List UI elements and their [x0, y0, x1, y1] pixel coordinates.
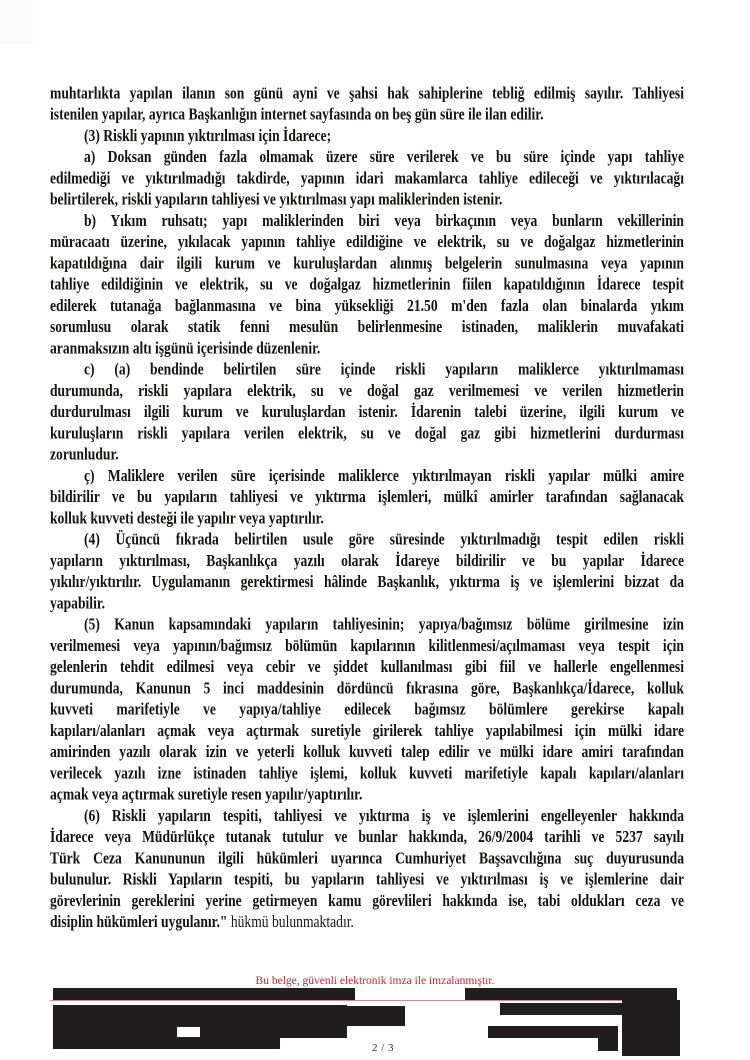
esign-notice: Bu belge, güvenli elektronik imza ile imzalanmıştır.	[255, 975, 495, 987]
redaction-bar	[347, 1006, 405, 1026]
redaction-bar	[488, 1026, 618, 1038]
redaction-gap	[177, 1027, 200, 1037]
text-line: tahliye edildiğinin ve elektrik, su ve doğalgaz hizmetlerinin fiilen kapatıldığının İdarece tespit	[50, 274, 684, 294]
text-line: (5) Kanun kapsamındaki yapıların tahliyesinin; yapıya/bağımsız bölüme girilmesine izin	[84, 614, 684, 634]
text-line: durumunda, Kanunun 5 inci maddesinin dördüncü fıkrasına göre, Başkanlıkça/İdarece, kolluk	[50, 678, 684, 697]
text-line: edilerek tutanağa bağlanmasına ve bina yüksekliği 21.50 m'den fazla olan binalarda yıkım	[50, 295, 684, 315]
text-line: yıkılır/yıktırılır. Uygulamanın gerektirmesi hâlinde Başkanlık, yıktırma iş ve işlemlerini bizzat da	[50, 572, 684, 591]
text-line: ç) Maliklere verilen süre içerisinde maliklerce yıktırılmayan riskli yapılar mülki amire	[84, 465, 684, 485]
redaction-bar	[53, 1005, 347, 1038]
text-line: verilmemesi veya yapının/bağımsız bölümün kapılarının kilitlenmesi/açılmaması veya tespit için	[50, 635, 684, 655]
text-line: c) (a) bendinde belirtilen süre içinde riskli yapıların maliklerce yıktırılmaması	[84, 359, 684, 379]
text-line: durdurulması ilgili kurum ve kuruluşlardan istenir. İdarenin talebi üzerine, ilgili kurum ve	[50, 402, 684, 421]
text-line: belirtilerek, riskli yapıların tahliyesi ve yıktırılması yapı maliklerinden istenir.	[50, 189, 503, 209]
text-line: edilmediği ve yıktırılmadığı takdirde, yapının idari makamlarca tahliye edileceği ve yıktırılacağı	[50, 168, 684, 187]
text-line: amirinden yazılı olarak izin ve yeterli kolluk kuvveti talep edilir ve mülki idare amiri tarafından	[50, 742, 684, 761]
text-line: b) Yıkım ruhsatı; yapı maliklerinden biri veya birkaçının veya bunların vekillerinin	[84, 210, 684, 230]
text-line: yapıların yıktırılması, Başkanlıkça yazılı olarak İdareye bildirilir ve bu yapılar İdarece	[50, 550, 684, 570]
signature-divider-line	[50, 1000, 622, 1001]
scan-corner-artifact	[0, 0, 33, 45]
text-line: (3) Riskli yapının yıktırılması için İdarece;	[84, 125, 332, 145]
redaction-bar	[53, 988, 355, 1000]
redaction-bar	[465, 988, 677, 1000]
text-line: gelenlerin tehdit edilmesi veya cebir ve şiddet kullanılması gibi fiil ve hallerle engellenmesi	[50, 657, 684, 676]
redaction-bar	[500, 1003, 622, 1015]
text-line: (6) Riskli yapıların tespiti, tahliyesi ve yıktırma iş ve işlemlerini engelleyenler hakkında	[84, 805, 684, 825]
text-line: bildirilir ve bu yapıların tahliyesi ve yıktırma işlemleri, mülkî amirler tarafından sağlanacak	[50, 487, 684, 506]
text-line: açmak veya açtırmak suretiyle resen yapılır/yaptırılır.	[50, 784, 363, 804]
text-line: İdarece veya Müdürlükçe tutanak tutulur ve bunlar hakkında, 26/9/2004 tarihli ve 5237 sayılı	[50, 827, 684, 846]
text-line: kolluk kuvveti desteği ile yapılır veya yaptırılır.	[50, 508, 324, 527]
text-line: kapıları/alanları açmak veya açtırmak suretiyle girilerek tahliye yapılabilmesi için mülki idare	[50, 720, 684, 740]
text-line: Türk Ceza Kanununun ilgili hükümleri uyarınca Cumhuriyet Başsavcılığına suç duyurusunda	[50, 848, 684, 867]
text-line: sorumlusu olarak statik fenni mesulün belirlenmesine istinaden, maliklerin muvafakati	[50, 317, 684, 336]
text-line: zorunludur.	[50, 444, 119, 464]
text-line: görevlerinin gereklerini yerine getirmeyen kamu görevlileri hakkında ise, tabi oldukları ceza ve	[50, 890, 684, 910]
text-line: muhtarlıkta yapılan ilanın son günü ayni ve şahsi hak sahiplerine tebliğ edilmiş sayılır. Tahliyesi	[50, 83, 684, 102]
page-number: 2 / 3	[371, 1042, 395, 1054]
document-body	[50, 82, 684, 932]
text-line: kapatıldığına dair ilgili kurum ve kuruluşlardan alınmış belgelerin sunulmasına veya yapının	[50, 253, 684, 272]
text-line: durumunda, riskli yapılara elektrik, su ve doğal gaz verilmemesi ve verilen hizmetlerin	[50, 380, 684, 400]
text-line: müracaatı üzerine, yıkılacak yapının tahliye edildiğine ve elektrik, su ve doğalgaz hizmetlerinin	[50, 232, 684, 251]
text-line: a) Doksan günden fazla olmamak üzere süre verilerek ve bu süre içinde yapı tahliye	[84, 147, 684, 166]
text-line: disiplin hükümleri uygulanır." hükmü bulunmaktadır.	[50, 912, 354, 931]
text-line: yapabilir.	[50, 593, 106, 612]
text-line: bulunulur. Riskli Yapıların tespiti, bu yapıların tahliyesi ve yıktırılması iş ve işlemlerine dair	[50, 869, 684, 889]
text-line: kuruluşların riskli yapılara verilen elektrik, su ve doğal gaz gibi hizmetlerini durdurması	[50, 423, 684, 442]
text-line: (4) Üçüncü fıkrada belirtilen usule göre süresinde yıktırılmadığı tespit edilen riskli	[84, 529, 684, 549]
text-line: kuvveti marifetiyle ve yapıya/tahliye edilecek bağımsız bölümlere gerekirse kapalı	[50, 699, 684, 719]
text-line: aranmaksızın altı işgünü içerisinde düzenlenir.	[50, 338, 321, 357]
text-line: verilecek yazılı izne istinaden tahliye işlemi, kolluk kuvveti marifetiyle kapalı kapıları/alanları	[50, 763, 684, 782]
text-line: istenilen yapılar, ayrıca Başkanlığın internet sayfasında on beş gün süre ile ilan edilir.	[50, 104, 544, 124]
